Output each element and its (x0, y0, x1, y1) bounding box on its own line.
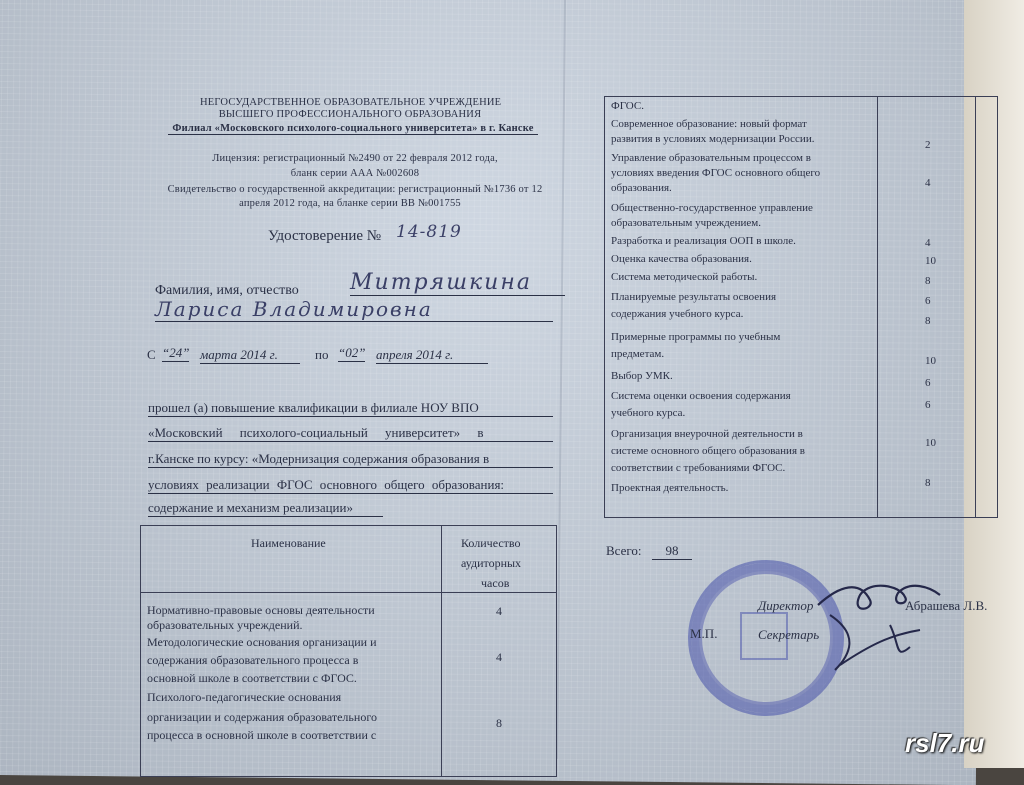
license-line-2: бланк серии ААА №002608 (290, 168, 420, 179)
row-text: Примерные программы по учебным (611, 331, 781, 343)
row-text: образования. (611, 182, 672, 194)
license-line-1: Лицензия: регистрационный №2490 от 22 февраля 2012 года, (212, 153, 498, 164)
director-name: Абрашева Л.В. (905, 598, 988, 613)
name-label: Фамилия, имя, отчество (155, 283, 299, 298)
from-month-year: марта 2014 г. (200, 347, 300, 364)
course-paragraph-line-1: прошел (а) повышение квалификации в филиале НОУ ВПО (148, 400, 553, 417)
total-value: 98 (652, 543, 692, 560)
row-text: основной школе в соответствии с ФГОС. (147, 671, 357, 685)
secretary-label: Секретарь (758, 627, 820, 642)
right-hours-table (604, 96, 998, 518)
mp-label: М.П. (690, 626, 718, 641)
row-text: системе основного общего образования в (611, 445, 805, 457)
row-hours: 6 (925, 295, 931, 307)
row-text: Нормативно-правовые основы деятельности (147, 603, 375, 617)
accreditation-line-1: Свидетельство о государственной аккредитации: регистрационный №1736 от 12 (167, 184, 543, 195)
col-header-hours-3: часов (481, 576, 510, 590)
row-text: соответствии с требованиями ФГОС. (611, 462, 786, 474)
site-watermark: rsl7.ru (905, 728, 985, 758)
surname-handwritten: Митряшкина (350, 270, 565, 296)
table-divider (975, 97, 976, 517)
accreditation-line-2: апреля 2012 года, на бланке серии ВВ №001755 (239, 198, 461, 209)
row-text: Организация внеурочной деятельности в (611, 428, 803, 440)
director-signature (810, 575, 960, 685)
row-hours: 10 (925, 437, 936, 449)
row-text: Оценка качества образования. (611, 253, 752, 265)
row-text: развития в условиях модернизации России. (611, 133, 815, 145)
row-text: условиях введения ФГОС основного общего (611, 167, 821, 179)
row-text: Планируемые результаты освоения (611, 291, 777, 303)
row-text: образовательным учреждением. (611, 217, 761, 229)
row-hours: 6 (925, 399, 931, 411)
row-text: Проектная деятельность. (611, 482, 729, 494)
row-text: Общественно-государственное управление (611, 202, 813, 214)
director-label: Директор (758, 598, 814, 613)
row-text: Современное образование: новый формат (611, 118, 807, 130)
row-text: процесса в основной школе в соответствии с (147, 728, 377, 742)
row-hours: 4 (925, 237, 931, 249)
paper-fold (556, 0, 566, 759)
col-header-hours-2: аудиторных (461, 556, 522, 570)
row-hours: 10 (925, 355, 936, 367)
col-header-hours-1: Количество (461, 536, 521, 550)
row-text: образовательных учреждений. (147, 618, 303, 632)
row-hours: 4 (496, 650, 502, 664)
org-line-1: НЕГОСУДАРСТВЕННОЕ ОБРАЗОВАТЕЛЬНОЕ УЧРЕЖДЕНИЕ (200, 97, 502, 108)
row-text: организации и содержания образовательного (147, 710, 377, 724)
branch-line: Филиал «Московского психолого-социального университета» в г. Канске (168, 123, 538, 135)
table-divider (141, 592, 556, 593)
row-text: Методологические основания организации и (147, 635, 377, 649)
col-header-name: Наименование (251, 536, 326, 550)
row-text: Система оценки освоения содержания (611, 390, 791, 402)
row-hours: 4 (925, 177, 931, 189)
row-hours: 8 (925, 477, 931, 489)
row-text: содержания учебного курса. (611, 308, 744, 320)
row-hours: 6 (925, 377, 931, 389)
org-line-2: ВЫСШЕГО ПРОФЕССИОНАЛЬНОГО ОБРАЗОВАНИЯ (218, 109, 482, 120)
row-hours: 4 (496, 604, 502, 618)
row-hours: 10 (925, 255, 936, 267)
table-divider (441, 526, 442, 776)
row-text: Разработка и реализация ООП в школе. (611, 235, 796, 247)
to-month-year: апреля 2014 г. (376, 347, 488, 364)
row-text: Управление образовательным процессом в (611, 152, 811, 164)
row-hours: 2 (925, 139, 931, 151)
from-label: С (147, 347, 156, 362)
row-text: Выбор УМК. (611, 370, 673, 382)
course-paragraph-line-3: г.Канске по курсу: «Модернизация содержания образования в (148, 451, 553, 468)
row-text: Система методической работы. (611, 271, 758, 283)
certificate-title: Удостоверение № (268, 228, 382, 244)
row-text: учебного курса. (611, 407, 686, 419)
row-hours: 8 (925, 275, 931, 287)
row-text: Психолого-педагогические основания (147, 690, 342, 704)
to-day: “02” (338, 345, 366, 360)
total-label: Всего: (606, 543, 642, 558)
row-text: содержания образовательного процесса в (147, 653, 359, 667)
course-paragraph-line-5: содержание и механизм реализации» (148, 500, 383, 517)
certificate-number: 14-819 (396, 222, 462, 242)
row-text: ФГОС. (611, 100, 644, 112)
left-hours-table (140, 525, 557, 777)
row-text: предметам. (611, 348, 665, 360)
course-paragraph-line-2: «Московский психолого-социальный университет» в (148, 425, 553, 442)
table-divider (877, 97, 878, 517)
row-hours: 8 (925, 315, 931, 327)
from-day: “24” (162, 345, 190, 360)
row-hours: 8 (496, 716, 502, 730)
to-label: по (315, 347, 329, 362)
given-names-handwritten: Лариса Владимировна (155, 297, 553, 322)
course-paragraph-line-4: условиях реализации ФГОС основного общего образования: (148, 477, 553, 494)
